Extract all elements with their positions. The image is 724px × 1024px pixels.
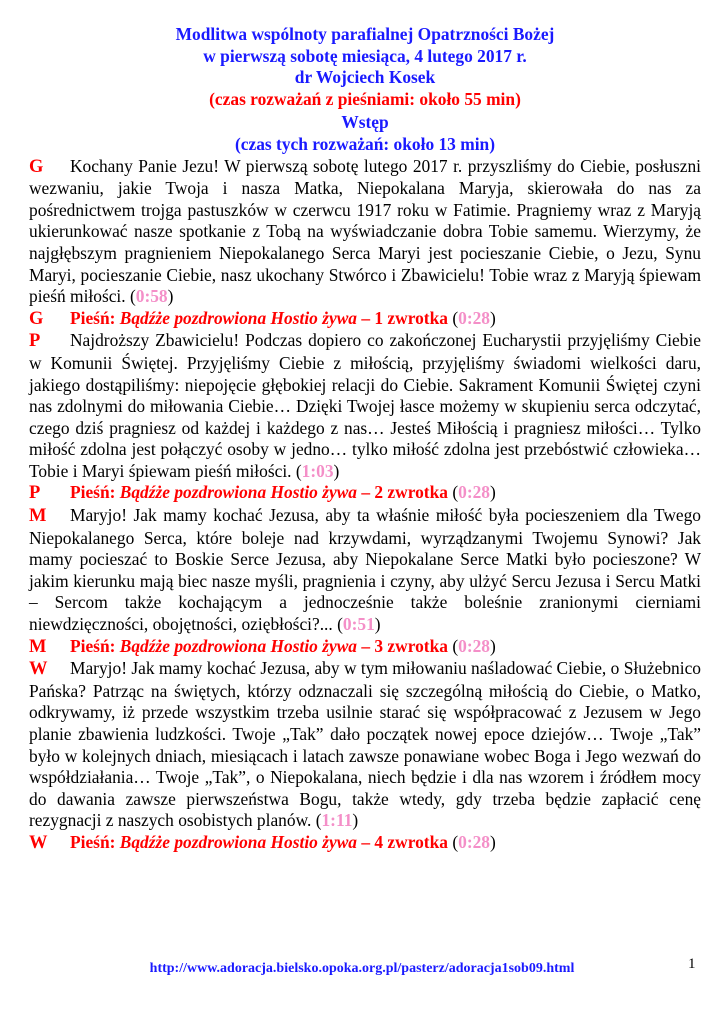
prayer-text: Maryjo! Jak mamy kochać Jezusa, aby ta właśnie miłość była pocieszeniem dla Twego Niepokalanego Serca, które boleje nad krzywdami, wyrządzanymi Twojemu Synowi? Jak mamy pocieszać to Boskie Serce Jezusa, aby Niepokalane Serce Matki było pocieszone? W jakim kierunku mają biec nasze myśli, pragnienia i czyny, aby ulżyć Sercu Jezusa i Sercu Matki – Sercom także kochającym a jednocześnie także boleśnie zranionymi cierniami niewdzięczności, obojętności, oziębłości?... ( bbox=[29, 505, 701, 635]
paren-close: ) bbox=[167, 286, 174, 307]
footer-url-link[interactable]: http://www.adoracja.bielsko.opoka.org.pl/pasterz/adoracja1sob09.html bbox=[149, 961, 575, 976]
speaker-label: W bbox=[29, 659, 48, 680]
paren-open: ( bbox=[447, 635, 459, 656]
speaker-label: M bbox=[29, 636, 47, 657]
song-label: Pieśń: bbox=[70, 831, 120, 852]
doc-title-line-1: Modlitwa wspólnoty parafialnej Opatrzności Bożej bbox=[175, 24, 555, 44]
prayer-block-g bbox=[29, 156, 701, 308]
song-verse: – 1 zwrotka bbox=[357, 307, 448, 328]
prayer-block-m bbox=[29, 505, 701, 636]
paren-close: ) bbox=[352, 810, 359, 831]
time-marker: 1:03 bbox=[301, 460, 334, 481]
paren-close: ) bbox=[490, 482, 496, 503]
song-label: Pieśń: bbox=[70, 307, 120, 328]
prayer-block-w bbox=[29, 658, 701, 832]
speaker-label: G bbox=[29, 156, 44, 177]
doc-title-line-2: w pierwszą sobotę miesiąca, 4 lutego 2017 r. bbox=[203, 45, 527, 66]
song-title: Bądźże pozdrowiona Hostio żywa bbox=[119, 635, 357, 656]
paren-open: ( bbox=[447, 307, 459, 328]
song-verse: – 2 zwrotka bbox=[357, 482, 448, 503]
song-line-p bbox=[29, 482, 701, 505]
song-line-g bbox=[29, 308, 701, 331]
section-title: Wstęp bbox=[341, 112, 389, 133]
time-marker: 1:11 bbox=[321, 810, 353, 831]
song-label: Pieśń: bbox=[70, 635, 120, 656]
song-label: Pieśń: bbox=[70, 482, 120, 503]
section-time: (czas tych rozważań: około 13 min) bbox=[234, 133, 496, 154]
time-marker: 0:28 bbox=[458, 831, 491, 852]
speaker-label: G bbox=[29, 308, 44, 329]
song-line-m bbox=[29, 636, 701, 659]
speaker-label: M bbox=[29, 506, 47, 527]
paren-close: ) bbox=[490, 831, 496, 852]
time-marker: 0:28 bbox=[458, 635, 491, 656]
song-title: Bądźże pozdrowiona Hostio żywa bbox=[119, 307, 357, 328]
prayer-text: Maryjo! Jak mamy kochać Jezusa, aby w tym miłowaniu naśladować Ciebie, o Służebnico Pańska? Patrząc na świętych, którzy odznaczali się szczególną miłością do Ciebie, o Matko, odkrywamy, iż przede wszystkim trzeba usilnie starać się współpracować z Jezusem w Jego planie zbawienia ludzkości. Twoje „Tak” dało początek nowej epoce dziejów… Twoje „Tak” było w kolejnych dniach, miesiącach i latach zawsze ponawiane wobec Boga i Jego wezwań do współdziałania… Twoje „Tak”, o Niepokalana, niech będzie i dla nas wzorem i źródłem mocy do dawania zawsze pierwszeństwa Bogu, także wtedy, gdy trzeba będzie zapłacić cenę rezygnacji z naszych osobistych planów. ( bbox=[29, 658, 701, 831]
prayer-text: Najdroższy Zbawicielu! Podczas dopiero co zakończonej Eucharystii przyjęliśmy Ciebie w Komunii Świętej. Przyjęliśmy Ciebie z miłością, przyjęliśmy świadomi wielkości daru, jakiego dostąpiliśmy: niepojęcie głębokiej relacji do Ciebie. Sakrament Komunii Świętej czyni nas zdolnymi do miłowania Ciebie… Dzięki Twojej łasce możemy w skupieniu serca odczytać, czego dziś pragniesz od każdej i każdego z nas… Jesteś Miłością i pragniesz miłości… Tylko miłość zdolna jest połączyć osoby w jedno… tylko miłość zdolna jest przebóstwić człowieka… Tobie i Maryi śpiewam pieśń miłości. ( bbox=[29, 330, 701, 481]
doc-total-time: (czas rozważań z pieśniami: około 55 min) bbox=[209, 88, 521, 109]
paren-open: ( bbox=[447, 831, 459, 852]
document-page bbox=[29, 24, 701, 855]
prayer-text: Kochany Panie Jezu! W pierwszą sobotę lutego 2017 r. przyszliśmy do Ciebie, posłuszni wezwaniu, jakie Twoja i nasza Matka, Niepokalana Maryja, skierowała do nas za pośrednictwem trojga pastuszków w czerwcu 1917 roku w Fatimie. Pragniemy wraz z Maryją ukierunkować nasze spotkanie z Tobą na wyświadczanie dobra Tobie samemu. Wierzymy, że najgłębszym pragnieniem Niepokalanego Serca Maryi jest pocieszanie Ciebie, o Jezu, Synu Maryi, pocieszanie Ciebie, nasz ukochany Stwórco i Zbawicielu! Tobie wraz z Maryją śpiewam pieśń miłości. ( bbox=[29, 155, 701, 307]
song-title: Bądźże pozdrowiona Hostio żywa bbox=[119, 831, 357, 852]
doc-author: dr Wojciech Kosek bbox=[294, 67, 436, 88]
time-marker: 0:28 bbox=[458, 307, 491, 328]
prayer-block-p bbox=[29, 330, 701, 482]
song-title: Bądźże pozdrowiona Hostio żywa bbox=[119, 482, 357, 503]
paren-close: ) bbox=[374, 614, 381, 635]
paren-open: ( bbox=[447, 482, 459, 503]
song-verse: – 3 zwrotka bbox=[357, 635, 448, 656]
song-line-w bbox=[29, 832, 701, 855]
speaker-label: W bbox=[29, 832, 48, 853]
time-marker: 0:58 bbox=[135, 286, 168, 307]
speaker-label: P bbox=[29, 483, 41, 504]
speaker-label: P bbox=[29, 331, 41, 352]
song-verse: – 4 zwrotka bbox=[357, 831, 448, 852]
page-number: 1 bbox=[688, 956, 696, 972]
paren-close: ) bbox=[490, 635, 496, 656]
time-marker: 0:51 bbox=[342, 614, 375, 635]
time-marker: 0:28 bbox=[458, 482, 491, 503]
paren-close: ) bbox=[333, 460, 340, 481]
paren-close: ) bbox=[490, 307, 496, 328]
